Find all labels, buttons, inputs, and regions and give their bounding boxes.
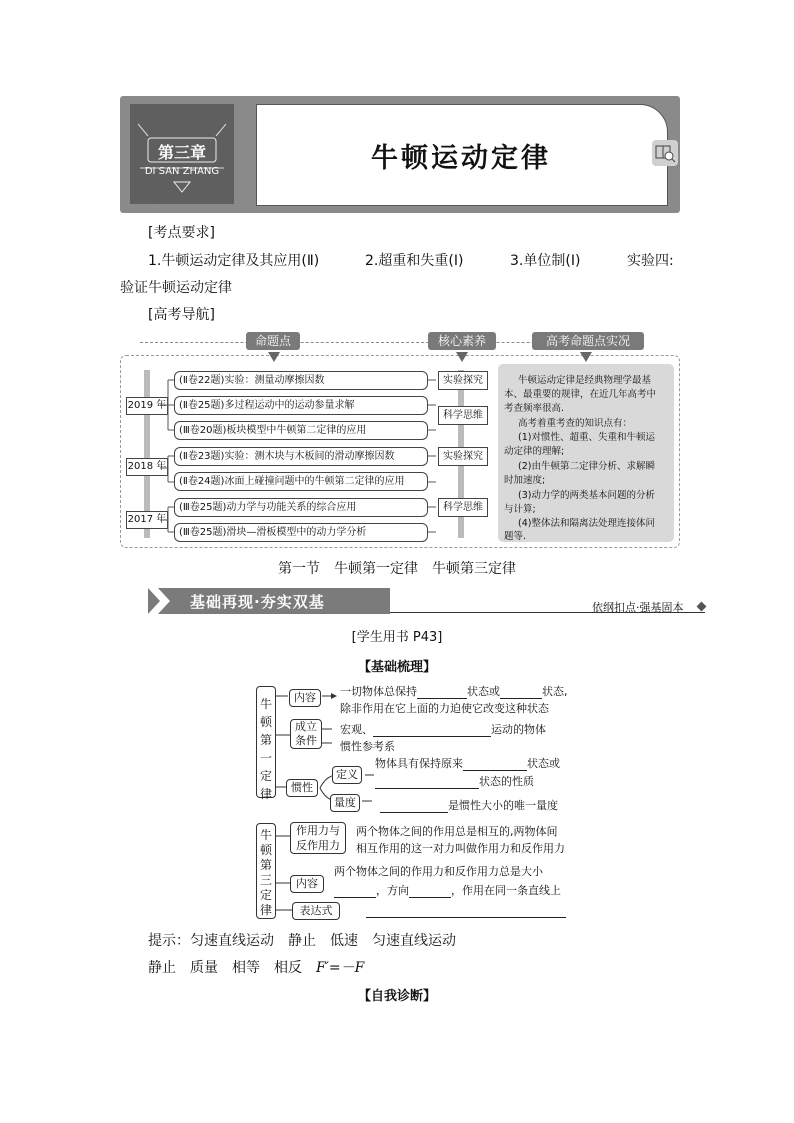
header-arrows-icon [120, 350, 680, 364]
condition-line2: 惯性参考系 [340, 740, 395, 753]
chapter-title: 牛顿运动定律 [371, 143, 551, 174]
hint-line1: 提示：匀速直线运动 静止 低速 匀速直线运动 [148, 933, 456, 949]
blank [500, 686, 542, 699]
book-reference: [学生用书 P43] [351, 630, 443, 645]
node-measure: 量度 [330, 794, 360, 812]
content-line1 [340, 683, 568, 699]
blank [334, 885, 376, 898]
requirement-3: 3.单位制(Ⅰ) [510, 253, 581, 269]
definition-line2 [375, 773, 534, 789]
node-inertia: 惯性 [286, 779, 318, 797]
diagram1-root: 牛顿第一定律 [256, 686, 276, 798]
condition-line1-a: 宏观、 [340, 723, 373, 736]
topic-item: (Ⅲ卷25题)动力学与功能关系的综合应用 [174, 498, 428, 517]
requirement-4a: 实验四: [627, 253, 674, 269]
summary-line: (2)由牛顿第二定律分析、求解瞬 [518, 461, 655, 472]
content-line1-b: 状态或 [467, 685, 500, 698]
node-content-3rd: 内容 [290, 875, 324, 893]
topic-item: (Ⅲ卷20题)板块模型中牛顿第二定律的应用 [174, 421, 428, 440]
content-3rd-line2-a: ，方向 [376, 884, 409, 897]
summary-line: 考查频率很高. [504, 403, 565, 414]
col-header-topics: 命题点 [246, 332, 300, 350]
summary-line: 高考着重考查的知识点有： [518, 418, 633, 429]
literacy-tag: 科学思维 [438, 498, 488, 517]
condition-line1 [340, 721, 546, 737]
bar-chevron-icon [148, 588, 188, 614]
condition-line1-b: 运动的物体 [491, 723, 546, 736]
diagram2-root: 牛顿第三定律 [256, 823, 276, 919]
hint-formula: F′=－F [316, 960, 365, 976]
diamond-icon [697, 602, 707, 612]
force-line1: 两个物体之间的作用总是相互的,两物体间 [356, 825, 558, 838]
summary-line: 动定律的理解; [504, 446, 565, 457]
hint-line2 [148, 957, 364, 977]
summary-line: (1)对惯性、超重、失重和牛顿运 [518, 432, 655, 443]
topic-item: (Ⅱ卷22题)实验：测量动摩擦因数 [174, 371, 428, 390]
node-content: 内容 [289, 689, 321, 707]
measure-line [380, 797, 558, 813]
summary-line: 时加速度; [504, 475, 546, 486]
node-force: 作用力与反作用力 [290, 822, 346, 854]
node-definition: 定义 [332, 766, 362, 784]
blank [373, 724, 491, 737]
navigation-label: [高考导航] [148, 307, 215, 323]
chapter-badge [130, 104, 234, 204]
expression-blank [366, 917, 566, 918]
blank [463, 758, 527, 771]
requirements-label: [考点要求] [148, 225, 215, 241]
summary-line: 与计算; [504, 504, 536, 515]
year-2017: 2017 年 [126, 511, 168, 529]
definition-line1-b: 状态或 [527, 757, 560, 770]
summary-line: 题等. [504, 531, 527, 542]
summary-line: (4)整体法和隔离法处理连接体问 [518, 518, 655, 529]
chapter-badge-label: 第三章 [157, 143, 206, 162]
definition-line2-text: 状态的性质 [479, 775, 534, 788]
measure-line-text: 是惯性大小的唯一量度 [448, 799, 558, 812]
content-line1-c: 状态, [542, 685, 568, 698]
topic-item: (Ⅱ卷24题)冰面上碰撞问题中的牛顿第二定律的应用 [174, 472, 428, 491]
summary-line: 本、最重要的规律，在近几年高考中 [504, 389, 657, 400]
literacy-tag: 实验探究 [438, 371, 488, 390]
node-expression: 表达式 [292, 902, 340, 920]
book-search-icon [652, 140, 678, 166]
content-3rd-line2-b: ，作用在同一条直线上 [451, 884, 561, 897]
year-2019: 2019 年 [126, 397, 168, 415]
section-bar-right: 依纲扣点·强基固本 [592, 601, 684, 614]
self-check-title: 【自我诊断】 [357, 989, 436, 1004]
content-line1-a: 一切物体总保持 [340, 685, 417, 698]
literacy-tag: 科学思维 [438, 406, 488, 425]
content-3rd-line2 [334, 882, 561, 898]
section-title: 第一节 牛顿第一定律 牛顿第三定律 [278, 561, 516, 577]
exam-summary [498, 364, 674, 542]
topic-item: (Ⅱ卷25题)多过程运动中的运动参量求解 [174, 396, 428, 415]
year-2018: 2018 年 [126, 458, 168, 476]
blank [409, 885, 451, 898]
chapter-pinyin: DI SAN ZHANG [144, 166, 220, 177]
hint-line2-text: 静止 质量 相等 相反 [148, 960, 316, 976]
col-header-literacy: 核心素养 [428, 332, 496, 350]
definition-line1 [375, 755, 560, 771]
section-bar-label: 基础再现·夯实双基 [190, 593, 325, 611]
blank [417, 686, 467, 699]
summary-line: 牛顿运动定律是经典物理学最基 [518, 375, 652, 386]
definition-line1-a: 物体具有保持原来 [375, 757, 463, 770]
topic-item: (Ⅱ卷23题)实验：测木块与木板间的滑动摩擦因数 [174, 447, 428, 466]
requirement-2: 2.超重和失重(Ⅰ) [365, 253, 464, 269]
col-header-reality: 高考命题点实况 [532, 332, 644, 350]
blank [380, 800, 448, 813]
requirement-1: 1.牛顿运动定律及其应用(Ⅱ) [148, 253, 320, 269]
force-line2: 相互作用的这一对力叫做作用力和反作用力 [356, 842, 565, 855]
blank [375, 776, 479, 789]
content-3rd-line1: 两个物体之间的作用力和反作用力总是大小 [334, 865, 543, 878]
requirement-4b: 验证牛顿运动定律 [120, 280, 232, 296]
basics-title: 【基础梳理】 [357, 660, 436, 675]
content-line2: 除非作用在它上面的力迫使它改变这种状态 [340, 702, 549, 715]
topic-item: (Ⅲ卷25题)滑块—滑板模型中的动力学分析 [174, 523, 428, 542]
literacy-tag: 实验探究 [438, 447, 488, 466]
node-condition: 成立条件 [290, 719, 322, 749]
summary-line: (3)动力学的两类基本问题的分析 [518, 490, 655, 501]
